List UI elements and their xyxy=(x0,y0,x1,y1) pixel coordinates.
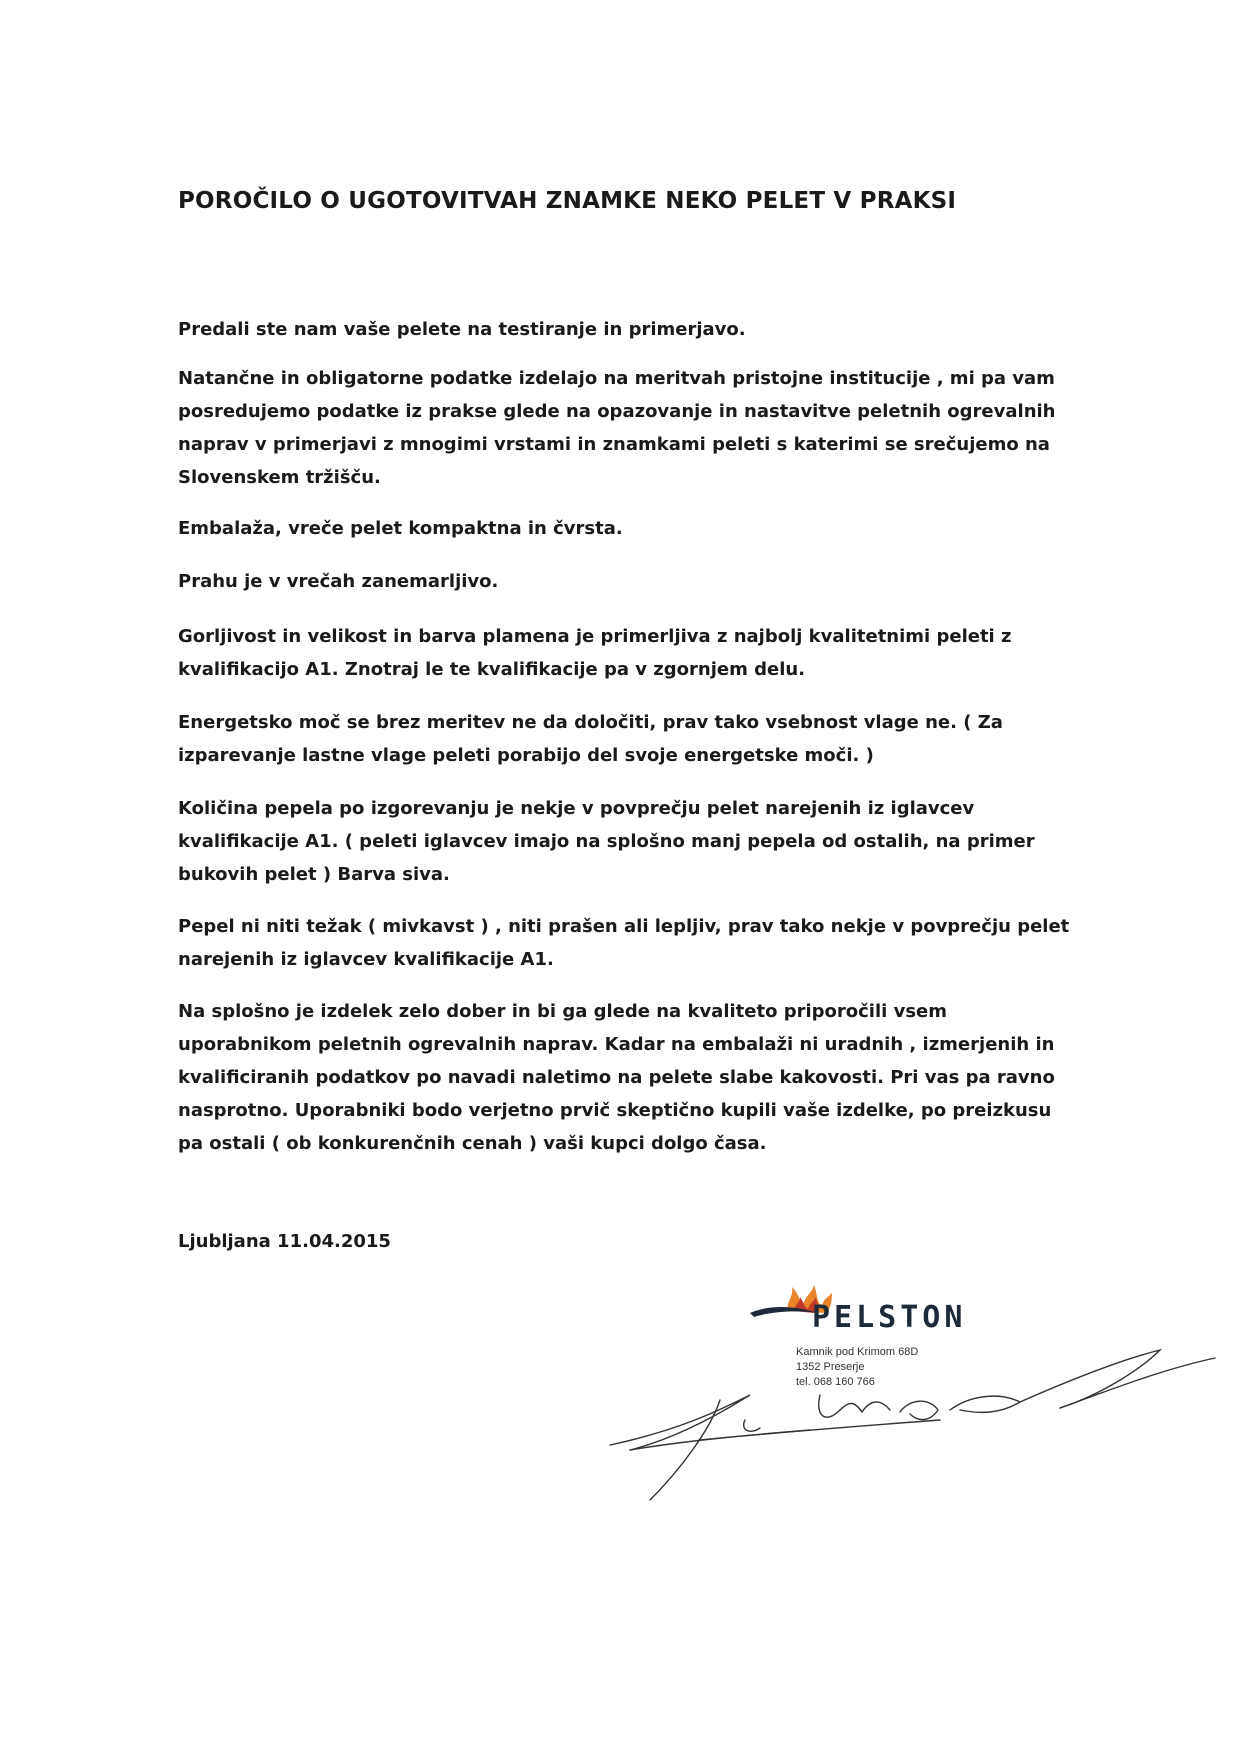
stamp-address-line2: 1352 Preserje xyxy=(796,1361,865,1373)
paragraph-3: Embalaža, vreče pelet kompaktna in čvrsta. xyxy=(178,518,623,539)
paragraph-9: Na splošno je izdelek zelo dober in bi ga glede na kvaliteto priporočili vsem uporabnikom peletnih ogrevalnih naprav. Kadar na embalaži ni uradnih , izmerjenih in kvalificiranih podatkov po navadi naletimo na pelete slabe kakovosti. Pri vas pa ravno nasprotno. Uporabniki bodo verjetno prvič skeptično kupili vaše izdelke, po preizkusu pa ostali ( ob konkurenčnih cenah ) vaši kupci dolgo časa. xyxy=(178,1001,1055,1154)
stamp-phone: tel. 068 160 766 xyxy=(796,1376,875,1388)
paragraph-4: Prahu je v vrečah zanemarljivo. xyxy=(178,571,499,592)
stamp-address-line1: Kamnik pod Krimom 68D xyxy=(796,1346,919,1358)
place-and-date: Ljubljana 11.04.2015 xyxy=(178,1231,391,1252)
pelston-logo xyxy=(748,1283,998,1333)
paragraph-7: Količina pepela po izgorevanju je nekje v povprečju pelet narejenih iz iglavcev kvalifikacije A1. ( peleti iglavcev imajo na splošno manj pepela od ostalih, na primer bukovih pelet ) Barva siva. xyxy=(178,798,1035,885)
paragraph-8: Pepel ni niti težak ( mivkavst ) , niti prašen ali lepljiv, prav tako nekje v povprečju pelet narejenih iz iglavcev kvalifikacije A1. xyxy=(178,916,1070,970)
paragraph-2: Natančne in obligatorne podatke izdelajo na meritvah pristojne institucije , mi pa vam posredujemo podatke iz prakse glede na opazovanje in nastavitve peletnih ogrevalnih naprav v primerjavi z mnogimi vrstami in znamkami peleti s katerimi se srečujemo na Slovenskem tržišču. xyxy=(178,368,1056,488)
document-title: POROČILO O UGOTOVITVAH ZNAMKE NEKO PELET V PRAKSI xyxy=(178,188,957,214)
paragraph-1: Predali ste nam vaše pelete na testiranje in primerjavo. xyxy=(178,319,746,340)
paragraph-5: Gorljivost in velikost in barva plamena je primerljiva z najbolj kvalitetnimi peleti z kvalifikacijo A1. Znotraj le te kvalifikacije pa v zgornjem delu. xyxy=(178,626,1012,680)
handwritten-signature xyxy=(600,1340,1220,1510)
paragraph-6: Energetsko moč se brez meritev ne da določiti, prav tako vsebnost vlage ne. ( Za izparevanje lastne vlage peleti porabijo del svoje energetske moči. ) xyxy=(178,712,1003,766)
logo-wordmark: PELSTON xyxy=(812,1300,967,1333)
